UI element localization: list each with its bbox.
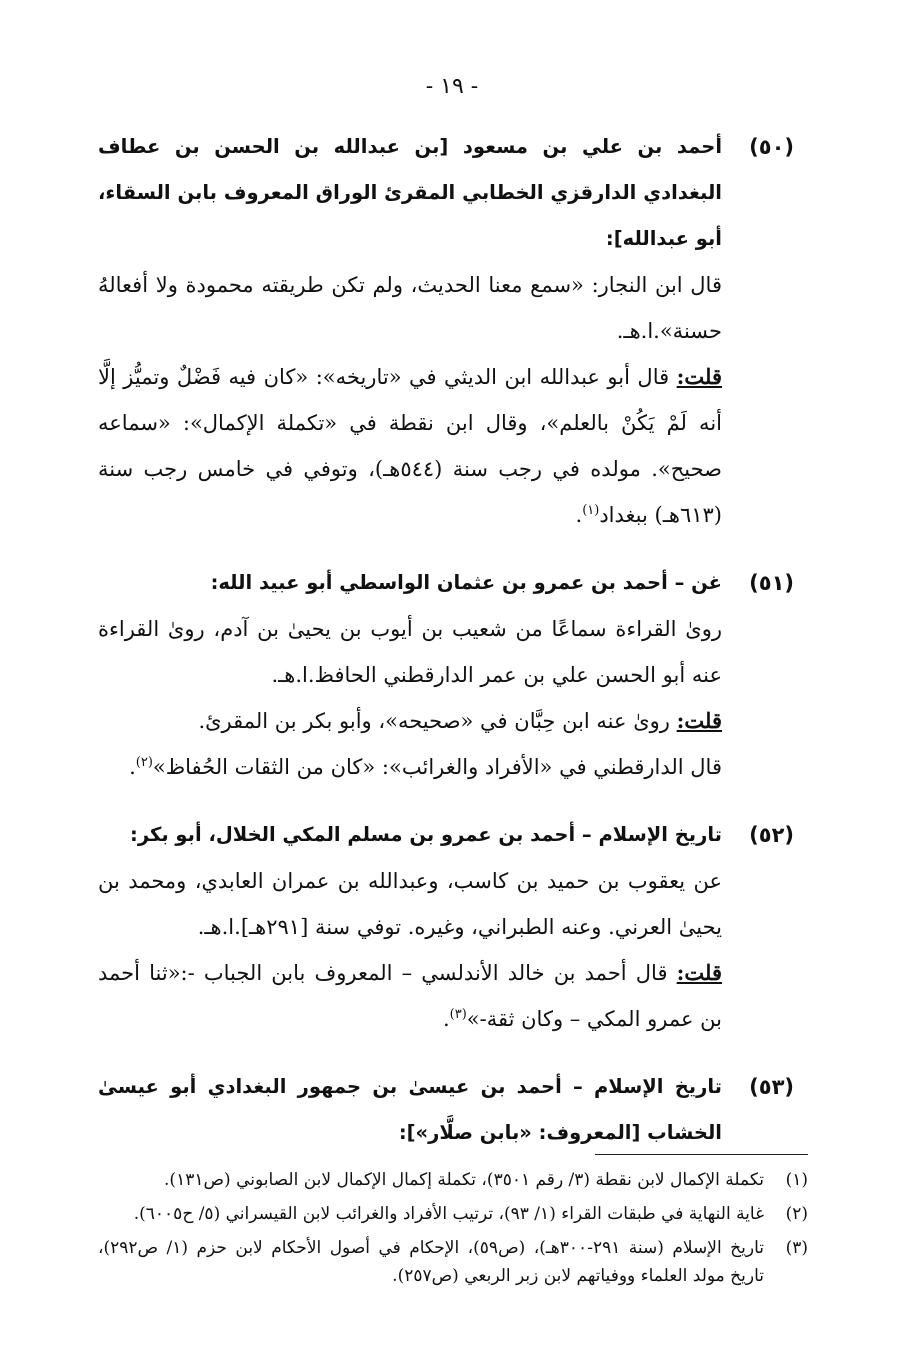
paragraph-text: قال أبو عبدالله ابن الديثي في «تاريخه»: «كان فيه فَضْلٌ وتميُّز إلَّا أنه لَمْ يَكُنْ بالعلم»، وقال ابن نقطة في «تكملة الإكمال»: «سماعه صحيح». مولده في رجب سنة (٥٤٤هـ)، وتوفي في خامس رجب سنة (٦١٣هـ) ببغداد — [98, 365, 723, 527]
entry-heading-text: تاريخ الإسلام – أحمد بن عيسىٰ بن جمهور البغدادي أبو عيسىٰ الخشاب [المعروف: «بابن صلَّار»]: — [98, 1075, 722, 1144]
footnotes — [98, 1166, 808, 1296]
entry-heading — [98, 812, 794, 858]
footnote-ref[interactable]: (١) — [582, 503, 600, 518]
entry-number: (٥٢) — [749, 823, 794, 847]
entry-heading-text: أحمد بن علي بن مسعود [بن عبدالله بن الحسن بن عطاف البغدادي الدارقزي الخطابي المقرئ الوراق المعروف بابن السقاء، أبو عبدالله]: — [98, 135, 722, 250]
entry-heading-text: تاريخ الإسلام – أحمد بن عمرو بن مسلم المكي الخلال، أبو بكر: — [130, 823, 722, 846]
footnote-item — [98, 1166, 808, 1194]
entry-paragraph — [98, 698, 722, 744]
footnote-item — [98, 1200, 808, 1228]
main-text — [98, 124, 794, 1178]
entry-body — [98, 858, 794, 1042]
paragraph-end: . — [442, 1007, 450, 1031]
entry-paragraph: روىٰ القراءة سماعًا من شعيب بن أيوب بن يحيىٰ بن آدم، روىٰ القراءة عنه أبو الحسن علي بن عمر الدارقطني الحافظ.ا.هـ. — [98, 617, 722, 687]
entry-body — [98, 606, 794, 790]
footnote-text: تكملة الإكمال لابن نقطة (٣/ رقم ٣٥٠١)، تكملة إكمال الإكمال لابن الصابوني (ص١٣١). — [164, 1170, 764, 1190]
footnote-text: غاية النهاية في طبقات القراء (١/ ٩٣)، ترتيب الأفراد والغرائب لابن القيسراني (٥/ ح٦٠٠٥). — [133, 1204, 764, 1224]
entry-number: (٥٠) — [749, 135, 794, 159]
paragraph-text: قال الدارقطني في «الأفراد والغرائب»: «كان من الثقات الحُفاظ» — [152, 755, 722, 779]
entry-body — [98, 262, 794, 538]
qultu-label: قلت: — [676, 960, 722, 985]
entry-paragraph — [98, 950, 722, 1042]
footnote-number: (١) — [785, 1170, 808, 1190]
entry-paragraph: قال ابن النجار: «سمع معنا الحديث، ولم تكن طريقته محمودة ولا أفعالهُ حسنة».ا.هـ. — [98, 273, 722, 343]
paragraph-end: . — [129, 755, 136, 779]
footnote-number: (٢) — [785, 1204, 808, 1224]
entry-heading-text: غن – أحمد بن عمرو بن عثمان الواسطي أبو عبيد الله: — [210, 571, 722, 594]
footnote-number: (٣) — [785, 1238, 808, 1258]
entry-paragraph — [98, 354, 722, 538]
entry-heading — [98, 560, 794, 606]
footnote-item — [98, 1234, 808, 1290]
entry-heading — [98, 124, 794, 262]
entry-number: (٥١) — [749, 571, 794, 595]
entry-number: (٥٣) — [749, 1075, 794, 1099]
footnote-divider — [595, 1154, 808, 1155]
page-number: - ١٩ - — [425, 74, 479, 99]
paragraph-text: روىٰ عنه ابن حِبَّان في «صحيحه»، وأبو بكر بن المقرئ. — [198, 709, 677, 733]
entry-heading — [98, 1064, 794, 1156]
entry-52 — [98, 812, 794, 1042]
qultu-label: قلت: — [676, 708, 722, 733]
entry-53 — [98, 1064, 794, 1156]
qultu-label: قلت: — [676, 364, 722, 389]
paragraph-text: قال أحمد بن خالد الأندلسي – المعروف بابن الجباب -:«ثنا أحمد بن عمرو المكي – وكان ثقة-» — [98, 961, 722, 1031]
entry-paragraph: عن يعقوب بن حميد بن كاسب، وعبدالله بن عمران العابدي، ومحمد بن يحيىٰ العرني. وعنه الطبراني، وغيره. توفي سنة [٢٩١هـ].ا.هـ. — [98, 869, 722, 939]
footnote-ref[interactable]: (٣) — [449, 1007, 467, 1022]
entry-50 — [98, 124, 794, 538]
footnote-ref[interactable]: (٢) — [135, 755, 153, 770]
paragraph-end: . — [575, 503, 583, 527]
footnote-text: تاريخ الإسلام (سنة ٢٩١-٣٠٠هـ)، (ص٥٩)، الإحكام في أصول الأحكام لابن حزم (١/ ص٢٩٢)، تاريخ مولد العلماء ووفياتهم لابن زبر الربعي (ص٢٥٧). — [98, 1238, 764, 1286]
entry-paragraph — [98, 744, 722, 790]
entry-51 — [98, 560, 794, 790]
